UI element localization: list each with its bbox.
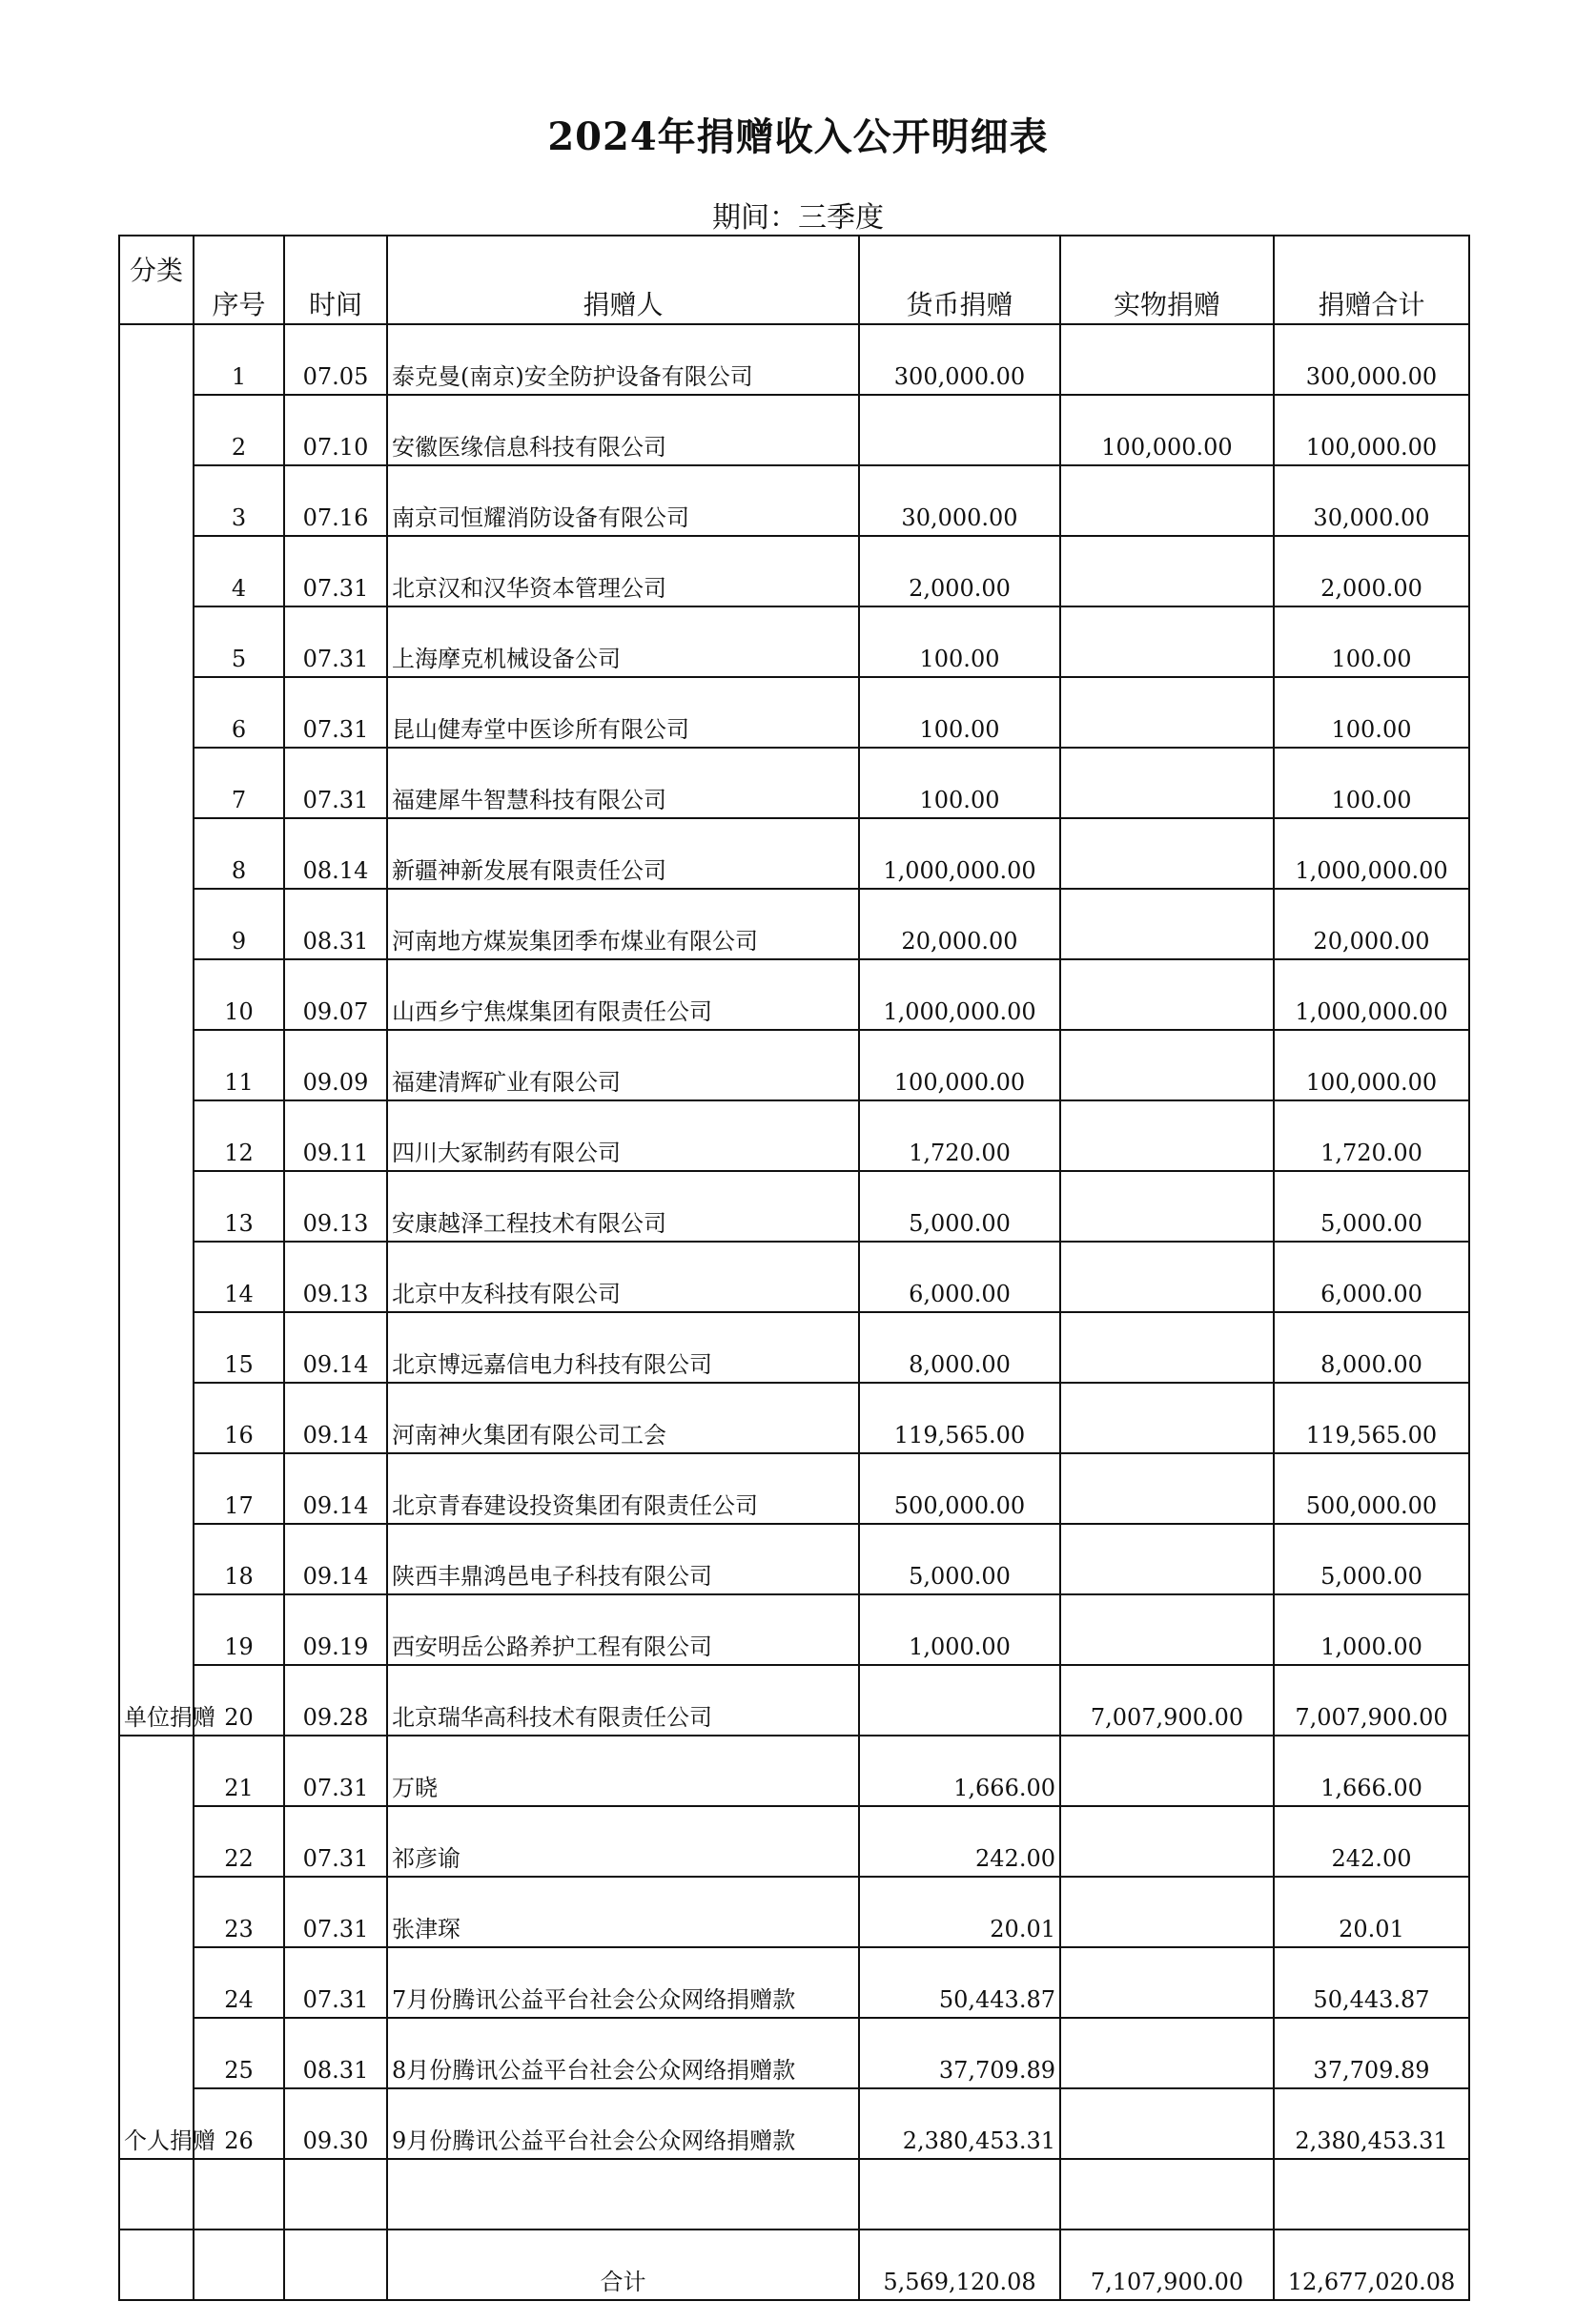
blank-cell [119, 2159, 194, 2230]
cell-date: 07.10 [284, 395, 387, 465]
cell-cash: 20,000.00 [859, 889, 1060, 959]
summary-total: 12,677,020.08 [1274, 2230, 1469, 2300]
cell-goods [1060, 536, 1274, 606]
cell-date: 09.19 [284, 1594, 387, 1665]
cell-goods [1060, 1524, 1274, 1594]
cell-seq: 6 [194, 677, 284, 748]
cell-goods [1060, 1594, 1274, 1665]
summary-empty-2 [194, 2230, 284, 2300]
table-row [119, 1877, 1469, 1947]
table-row [119, 1806, 1469, 1877]
cell-date: 07.31 [284, 748, 387, 818]
table-row [119, 1594, 1469, 1665]
cell-seq: 14 [194, 1242, 284, 1312]
cell-date: 07.31 [284, 677, 387, 748]
cell-cash: 1,666.00 [859, 1736, 1060, 1806]
cell-donor: 祁彦谕 [387, 1806, 859, 1877]
page-title: 2024年捐赠收入公开明细表 [547, 114, 1049, 159]
cell-date: 07.05 [284, 324, 387, 395]
cell-date: 09.14 [284, 1524, 387, 1594]
cell-cash: 8,000.00 [859, 1312, 1060, 1383]
cell-donor: 昆山健寿堂中医诊所有限公司 [387, 677, 859, 748]
cell-total: 2,000.00 [1274, 536, 1469, 606]
cell-donor: 7月份腾讯公益平台社会公众网络捐赠款 [387, 1947, 859, 2018]
cell-total: 37,709.89 [1274, 2018, 1469, 2088]
cell-seq: 1 [194, 324, 284, 395]
cell-cash: 1,000.00 [859, 1594, 1060, 1665]
cell-donor: 北京中友科技有限公司 [387, 1242, 859, 1312]
cell-donor: 河南神火集团有限公司工会 [387, 1383, 859, 1453]
cell-cash: 5,000.00 [859, 1171, 1060, 1242]
cell-seq: 3 [194, 465, 284, 536]
cell-donor: 河南地方煤炭集团季布煤业有限公司 [387, 889, 859, 959]
cell-seq: 19 [194, 1594, 284, 1665]
blank-cell [194, 2159, 284, 2230]
cell-seq: 20 [194, 1665, 284, 1736]
summary-cash: 5,569,120.08 [859, 2230, 1060, 2300]
cell-date: 09.09 [284, 1030, 387, 1100]
cell-goods: 7,007,900.00 [1060, 1665, 1274, 1736]
table-row [119, 959, 1469, 1030]
blank-cell [1060, 2159, 1274, 2230]
cell-goods [1060, 1453, 1274, 1524]
cell-date: 08.31 [284, 2018, 387, 2088]
cell-total: 7,007,900.00 [1274, 1665, 1469, 1736]
cell-cash: 100.00 [859, 748, 1060, 818]
cell-goods [1060, 959, 1274, 1030]
cell-donor: 北京汉和汉华资本管理公司 [387, 536, 859, 606]
table-row [119, 889, 1469, 959]
table-row [119, 1524, 1469, 1594]
summary-label: 合计 [387, 2230, 859, 2300]
cell-seq: 11 [194, 1030, 284, 1100]
cell-donor: 安康越泽工程技术有限公司 [387, 1171, 859, 1242]
table-row [119, 606, 1469, 677]
cell-total: 6,000.00 [1274, 1242, 1469, 1312]
cell-cash: 5,000.00 [859, 1524, 1060, 1594]
cell-cash: 6,000.00 [859, 1242, 1060, 1312]
cell-goods [1060, 1383, 1274, 1453]
summary-empty-3 [284, 2230, 387, 2300]
cell-seq: 9 [194, 889, 284, 959]
cell-total: 1,000.00 [1274, 1594, 1469, 1665]
cell-donor: 万晓 [387, 1736, 859, 1806]
cell-goods [1060, 1312, 1274, 1383]
group-individual: 个人捐赠 [119, 1736, 194, 2159]
cell-date: 09.30 [284, 2088, 387, 2159]
cell-date: 07.31 [284, 1877, 387, 1947]
cell-total: 20,000.00 [1274, 889, 1469, 959]
cell-date: 09.11 [284, 1100, 387, 1171]
cell-seq: 5 [194, 606, 284, 677]
cell-seq: 15 [194, 1312, 284, 1383]
header-category: 分类 [119, 236, 194, 324]
table-row [119, 1171, 1469, 1242]
table-row [119, 677, 1469, 748]
cell-donor: 南京司恒耀消防设备有限公司 [387, 465, 859, 536]
cell-cash: 500,000.00 [859, 1453, 1060, 1524]
cell-seq: 4 [194, 536, 284, 606]
cell-goods [1060, 1100, 1274, 1171]
blank-row [119, 2159, 1469, 2230]
cell-total: 100,000.00 [1274, 1030, 1469, 1100]
cell-donor: 北京瑞华高科技术有限责任公司 [387, 1665, 859, 1736]
header-donor: 捐赠人 [387, 236, 859, 324]
cell-goods [1060, 465, 1274, 536]
cell-date: 07.16 [284, 465, 387, 536]
cell-cash [859, 395, 1060, 465]
cell-goods [1060, 2088, 1274, 2159]
cell-seq: 12 [194, 1100, 284, 1171]
table-row [119, 818, 1469, 889]
cell-goods [1060, 606, 1274, 677]
table-row [119, 1665, 1469, 1736]
cell-goods [1060, 748, 1274, 818]
table-row [119, 1736, 1469, 1806]
cell-total: 1,666.00 [1274, 1736, 1469, 1806]
cell-goods [1060, 1736, 1274, 1806]
header-cash: 货币捐赠 [859, 236, 1060, 324]
cell-total: 1,000,000.00 [1274, 818, 1469, 889]
cell-date: 09.28 [284, 1665, 387, 1736]
cell-cash [859, 1665, 1060, 1736]
cell-seq: 10 [194, 959, 284, 1030]
cell-date: 09.14 [284, 1383, 387, 1453]
cell-total: 100.00 [1274, 677, 1469, 748]
cell-date: 07.31 [284, 1806, 387, 1877]
blank-cell [387, 2159, 859, 2230]
cell-seq: 21 [194, 1736, 284, 1806]
cell-goods [1060, 1877, 1274, 1947]
cell-donor: 北京博远嘉信电力科技有限公司 [387, 1312, 859, 1383]
cell-cash: 100.00 [859, 606, 1060, 677]
cell-donor: 8月份腾讯公益平台社会公众网络捐赠款 [387, 2018, 859, 2088]
cell-cash: 1,000,000.00 [859, 959, 1060, 1030]
cell-goods [1060, 818, 1274, 889]
table-row [119, 1242, 1469, 1312]
table-row [119, 536, 1469, 606]
table-row [119, 465, 1469, 536]
cell-total: 5,000.00 [1274, 1524, 1469, 1594]
table-row [119, 395, 1469, 465]
cell-total: 119,565.00 [1274, 1383, 1469, 1453]
summary-empty-1 [119, 2230, 194, 2300]
cell-cash: 1,720.00 [859, 1100, 1060, 1171]
cell-seq: 22 [194, 1806, 284, 1877]
cell-date: 08.31 [284, 889, 387, 959]
table-row [119, 2018, 1469, 2088]
group-unit: 单位捐赠 [119, 324, 194, 1736]
cell-seq: 13 [194, 1171, 284, 1242]
header-date: 时间 [284, 236, 387, 324]
cell-total: 20.01 [1274, 1877, 1469, 1947]
cell-donor: 泰克曼(南京)安全防护设备有限公司 [387, 324, 859, 395]
cell-goods [1060, 677, 1274, 748]
cell-cash: 242.00 [859, 1806, 1060, 1877]
cell-donor: 陕西丰鼎鸿邑电子科技有限公司 [387, 1524, 859, 1594]
cell-seq: 18 [194, 1524, 284, 1594]
table-row [119, 324, 1469, 395]
cell-seq: 2 [194, 395, 284, 465]
donation-table [118, 235, 1470, 2301]
blank-cell [859, 2159, 1060, 2230]
cell-cash: 100.00 [859, 677, 1060, 748]
cell-cash: 30,000.00 [859, 465, 1060, 536]
cell-date: 07.31 [284, 1947, 387, 2018]
summary-goods: 7,107,900.00 [1060, 2230, 1274, 2300]
period-label: 期间：三季度 [712, 201, 884, 235]
cell-goods [1060, 1242, 1274, 1312]
cell-cash: 37,709.89 [859, 2018, 1060, 2088]
cell-seq: 24 [194, 1947, 284, 2018]
cell-date: 09.14 [284, 1312, 387, 1383]
table-row [119, 2088, 1469, 2159]
cell-goods: 100,000.00 [1060, 395, 1274, 465]
header-row [119, 236, 1469, 324]
cell-total: 8,000.00 [1274, 1312, 1469, 1383]
cell-cash: 20.01 [859, 1877, 1060, 1947]
table-row [119, 1383, 1469, 1453]
cell-date: 09.13 [284, 1171, 387, 1242]
blank-cell [284, 2159, 387, 2230]
cell-donor: 上海摩克机械设备公司 [387, 606, 859, 677]
table-row [119, 1030, 1469, 1100]
cell-total: 300,000.00 [1274, 324, 1469, 395]
blank-cell [1274, 2159, 1469, 2230]
cell-total: 30,000.00 [1274, 465, 1469, 536]
cell-donor: 新疆神新发展有限责任公司 [387, 818, 859, 889]
cell-seq: 23 [194, 1877, 284, 1947]
cell-total: 242.00 [1274, 1806, 1469, 1877]
cell-cash: 1,000,000.00 [859, 818, 1060, 889]
cell-total: 100,000.00 [1274, 395, 1469, 465]
cell-seq: 26 [194, 2088, 284, 2159]
cell-donor: 四川大冢制药有限公司 [387, 1100, 859, 1171]
cell-total: 100.00 [1274, 606, 1469, 677]
cell-donor: 山西乡宁焦煤集团有限责任公司 [387, 959, 859, 1030]
cell-seq: 8 [194, 818, 284, 889]
cell-date: 09.13 [284, 1242, 387, 1312]
cell-total: 50,443.87 [1274, 1947, 1469, 2018]
table-row [119, 1947, 1469, 2018]
cell-goods [1060, 889, 1274, 959]
cell-seq: 7 [194, 748, 284, 818]
table-row [119, 1100, 1469, 1171]
header-goods: 实物捐赠 [1060, 236, 1274, 324]
table-row [119, 1453, 1469, 1524]
summary-row [119, 2230, 1469, 2300]
cell-total: 1,000,000.00 [1274, 959, 1469, 1030]
cell-date: 07.31 [284, 606, 387, 677]
table-row [119, 1312, 1469, 1383]
cell-cash: 2,000.00 [859, 536, 1060, 606]
cell-cash: 300,000.00 [859, 324, 1060, 395]
cell-goods [1060, 1947, 1274, 2018]
cell-seq: 17 [194, 1453, 284, 1524]
cell-donor: 9月份腾讯公益平台社会公众网络捐赠款 [387, 2088, 859, 2159]
cell-seq: 16 [194, 1383, 284, 1453]
cell-cash: 100,000.00 [859, 1030, 1060, 1100]
cell-total: 1,720.00 [1274, 1100, 1469, 1171]
cell-date: 07.31 [284, 1736, 387, 1806]
cell-donor: 福建犀牛智慧科技有限公司 [387, 748, 859, 818]
header-total: 捐赠合计 [1274, 236, 1469, 324]
cell-goods [1060, 1171, 1274, 1242]
cell-total: 2,380,453.31 [1274, 2088, 1469, 2159]
cell-donor: 北京青春建设投资集团有限责任公司 [387, 1453, 859, 1524]
cell-donor: 张津琛 [387, 1877, 859, 1947]
cell-donor: 安徽医缘信息科技有限公司 [387, 395, 859, 465]
cell-date: 08.14 [284, 818, 387, 889]
cell-goods [1060, 2018, 1274, 2088]
cell-date: 09.14 [284, 1453, 387, 1524]
cell-total: 100.00 [1274, 748, 1469, 818]
cell-cash: 119,565.00 [859, 1383, 1060, 1453]
cell-goods [1060, 1030, 1274, 1100]
header-seq: 序号 [194, 236, 284, 324]
cell-date: 09.07 [284, 959, 387, 1030]
cell-goods [1060, 1806, 1274, 1877]
cell-cash: 50,443.87 [859, 1947, 1060, 2018]
cell-donor: 福建清辉矿业有限公司 [387, 1030, 859, 1100]
cell-date: 07.31 [284, 536, 387, 606]
cell-donor: 西安明岳公路养护工程有限公司 [387, 1594, 859, 1665]
cell-seq: 25 [194, 2018, 284, 2088]
cell-cash: 2,380,453.31 [859, 2088, 1060, 2159]
cell-total: 500,000.00 [1274, 1453, 1469, 1524]
cell-goods [1060, 324, 1274, 395]
table-row [119, 748, 1469, 818]
cell-total: 5,000.00 [1274, 1171, 1469, 1242]
